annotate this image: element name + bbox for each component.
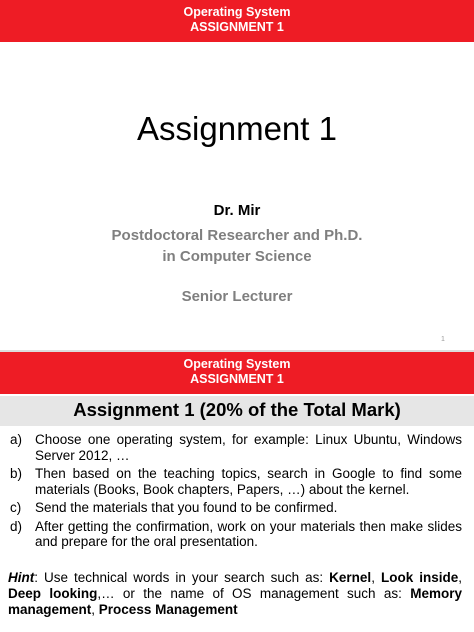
list-item: [8, 500, 462, 516]
slide-2-header-banner: [0, 352, 474, 394]
task-list: [8, 432, 462, 553]
author-subtitle-line-1: Postdoctoral Researcher and Ph.D.: [111, 227, 363, 244]
slide-1-header-banner: [0, 0, 474, 42]
header-course-name: Operating System: [183, 357, 291, 371]
list-item: [8, 466, 462, 497]
list-item-letter: d): [10, 518, 23, 534]
list-item-text: Choose one operating system, for example: Linux Ubuntu, Windows Server 2012, …: [35, 432, 462, 463]
hint-separator: ,: [371, 570, 381, 585]
author-role: Senior Lecturer: [181, 288, 293, 305]
hint-keyword: Kernel: [329, 570, 372, 585]
header-assignment-label: ASSIGNMENT 1: [190, 372, 284, 386]
author-subtitle-line-2: in Computer Science: [162, 248, 312, 265]
author-subtitle: [0, 225, 474, 267]
list-item: [8, 432, 462, 463]
author-name: Dr. Mir: [213, 202, 261, 219]
list-item-text: Send the materials that you found to be confirmed.: [35, 500, 338, 515]
list-item-letter: b): [10, 466, 23, 481]
hint-text: : Use technical words in your search such as:: [34, 570, 330, 585]
list-item-letter: c): [10, 500, 22, 515]
list-item-text: Then based on the teaching topics, search in Google to find some materials (Books, Book chapters, Papers, …) about the kernel.: [35, 466, 462, 497]
header-course-name: Operating System: [183, 5, 291, 19]
hint-keyword: Process Management: [98, 602, 238, 617]
slide-2: [0, 352, 474, 632]
hint-keyword: Memory management: [8, 586, 462, 617]
hint-paragraph: [8, 570, 462, 618]
slide-1-title: Assignment 1: [137, 110, 337, 147]
list-item-text: After getting the confirmation, work on your materials then make slides and prepare for the oral presentation.: [35, 518, 462, 549]
hint-text: ,… or the name of OS management such as:: [97, 586, 411, 601]
list-item-letter: a): [10, 432, 23, 447]
header-assignment-label: ASSIGNMENT 1: [190, 20, 284, 34]
list-item: [8, 519, 462, 550]
page-number: 1: [441, 336, 445, 343]
hint-label: Hint: [8, 570, 35, 585]
hint-keyword: Deep looking: [8, 586, 98, 601]
slide-2-title: Assignment 1 (20% of the Total Mark): [73, 399, 401, 420]
hint-separator: ,: [91, 602, 99, 617]
hint-separator: ,: [458, 570, 462, 585]
hint-keyword: Look inside: [380, 570, 459, 585]
